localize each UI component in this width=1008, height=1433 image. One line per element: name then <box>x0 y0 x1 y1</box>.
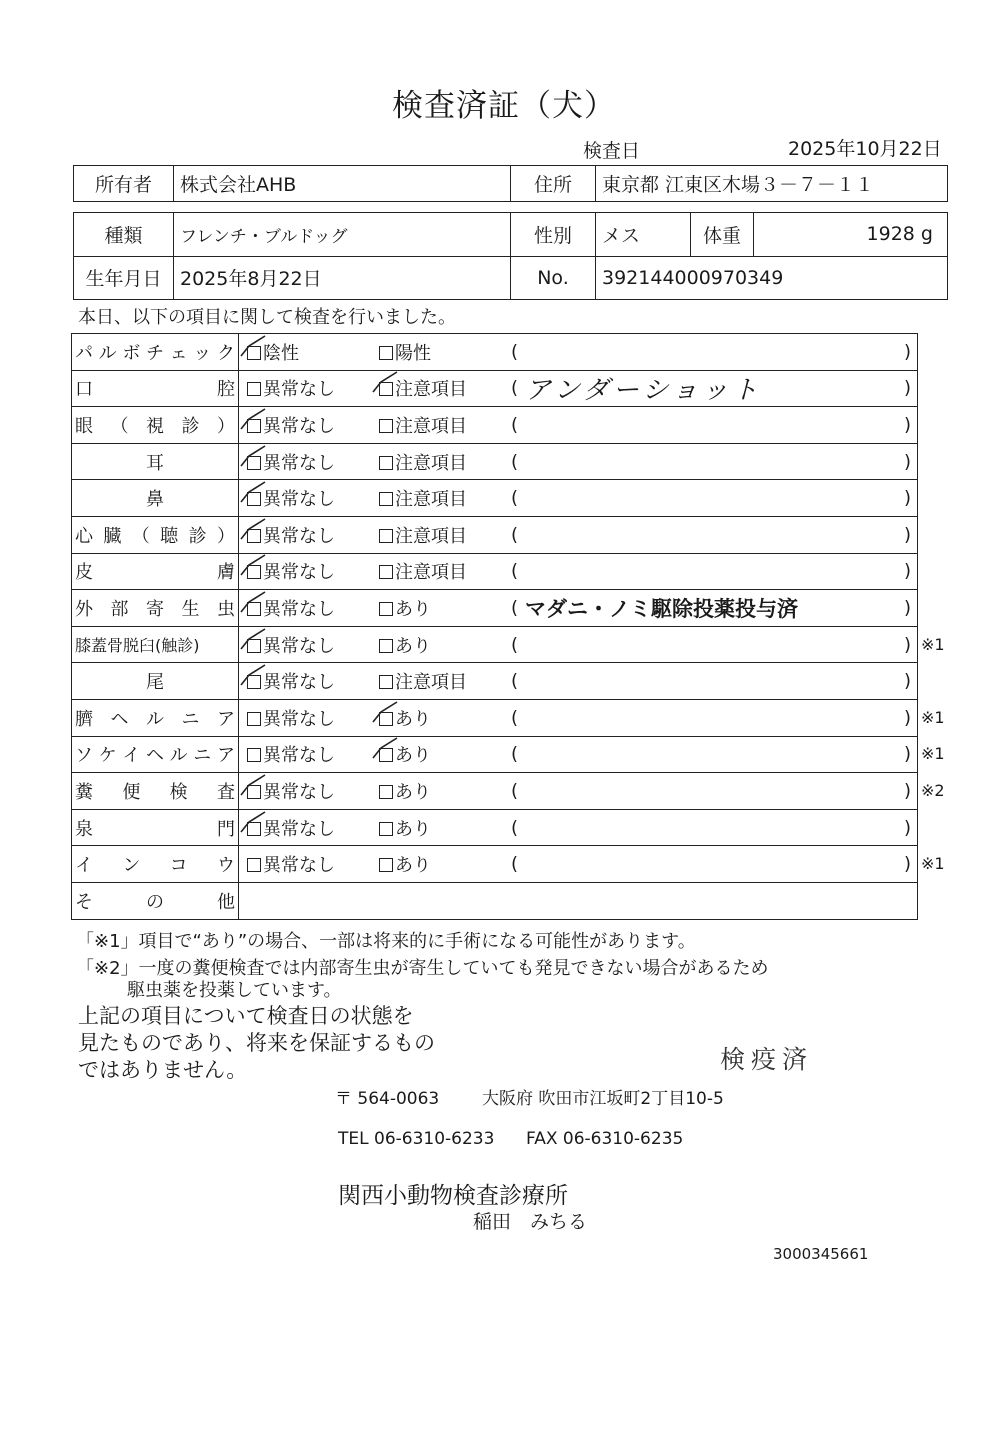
check-row <box>72 846 918 883</box>
footnote-1: 「※1」項目で“あり”の場合、一部は将来的に手術になる可能性があります。 <box>76 931 696 952</box>
checkbox[interactable] <box>247 639 261 653</box>
checkbox[interactable] <box>379 822 393 836</box>
remark-cell <box>509 516 918 553</box>
note-marker: ※1 <box>921 854 945 874</box>
option-normal[interactable] <box>247 449 335 475</box>
check-row <box>72 370 918 407</box>
option-flag[interactable] <box>379 449 467 475</box>
check-row <box>72 516 918 553</box>
paren-open: ( <box>511 670 519 692</box>
doctor-name: 稲田 みちる <box>473 1211 588 1233</box>
check-option-cell <box>239 334 372 371</box>
option-label: 注意項目 <box>395 525 467 547</box>
check-item-label: 眼 （ 視 診 ） <box>75 415 235 437</box>
check-option-cell <box>239 516 372 553</box>
option-normal[interactable] <box>247 375 335 401</box>
check-option-cell <box>239 699 372 736</box>
paren-open: ( <box>511 634 519 656</box>
check-item-label: 臍 ヘ ル ニ ア <box>75 708 235 730</box>
check-row <box>72 663 918 700</box>
checkbox[interactable] <box>247 602 261 616</box>
option-label: 注意項目 <box>395 452 467 474</box>
check-item-other <box>72 882 239 919</box>
disclaimer-line-2: 見たものであり、将来を保証するもの <box>78 1031 435 1055</box>
paren-close: ) <box>903 487 911 509</box>
note-marker: ※2 <box>921 780 945 800</box>
option-label: 異常なし <box>263 818 335 840</box>
option-normal[interactable] <box>247 632 335 658</box>
paren-open: ( <box>511 524 519 546</box>
microchip-no-label: No. <box>511 256 596 300</box>
paren-open: ( <box>511 597 519 619</box>
clinic-address: 大阪府 吹田市江坂町2丁目10-5 <box>482 1089 724 1109</box>
remark-cell <box>509 626 918 663</box>
other-remark <box>239 882 918 919</box>
option-label: 異常なし <box>263 452 335 474</box>
option-normal[interactable] <box>247 815 335 841</box>
footnote-2-cont: 駆虫薬を投薬しています。 <box>127 980 342 1001</box>
check-option-cell <box>239 736 372 773</box>
option-label: あり <box>395 708 431 730</box>
option-flag[interactable] <box>379 339 431 365</box>
checkbox[interactable] <box>379 419 393 433</box>
check-item-label: 外 部 寄 生 虫 <box>75 598 235 620</box>
paren-close: ) <box>903 634 911 656</box>
option-normal[interactable] <box>247 705 335 731</box>
remark-text: アンダーショット <box>525 375 762 406</box>
remark-cell <box>509 407 918 444</box>
disclaimer-line-3: ではありません。 <box>78 1058 248 1082</box>
paren-close: ) <box>903 670 911 692</box>
remark-cell <box>509 736 918 773</box>
option-label: あり <box>395 635 431 657</box>
check-item-label-cell <box>72 846 239 883</box>
check-item-label-cell <box>72 699 239 736</box>
paren-close: ) <box>903 743 911 765</box>
check-item-label-cell <box>72 443 239 480</box>
option-flag[interactable] <box>379 705 431 731</box>
remark-cell <box>509 846 918 883</box>
check-option-cell <box>371 407 509 444</box>
disclaimer <box>78 1003 435 1084</box>
checkbox[interactable] <box>379 346 393 360</box>
check-item-label: ソ ケ イ ヘ ル ニ ア <box>75 745 235 767</box>
disclaimer-line-1: 上記の項目について検査日の状態を <box>78 1004 414 1028</box>
checkbox[interactable] <box>379 456 393 470</box>
option-flag[interactable] <box>379 595 431 621</box>
paren-open: ( <box>511 853 519 875</box>
checkbox[interactable] <box>247 858 261 872</box>
option-flag[interactable] <box>379 851 431 877</box>
option-flag[interactable] <box>379 632 431 658</box>
option-label: 注意項目 <box>395 489 467 511</box>
checkbox[interactable] <box>379 712 393 726</box>
microchip-no-value: 392144000970349 <box>596 256 948 300</box>
owner-value: 株式会社AHB <box>174 166 511 202</box>
option-normal[interactable] <box>247 485 335 511</box>
paren-open: ( <box>511 707 519 729</box>
check-item-label-cell <box>72 370 239 407</box>
checkbox[interactable] <box>247 785 261 799</box>
option-label: 異常なし <box>263 781 335 803</box>
checkbox[interactable] <box>247 675 261 689</box>
check-option-cell <box>371 773 509 810</box>
remark-cell <box>509 553 918 590</box>
check-item-label-cell <box>72 663 239 700</box>
inspection-date-value: 2025年10月22日 <box>788 138 942 160</box>
check-item-label: 膝蓋骨脱臼(触診) <box>75 636 200 656</box>
paren-open: ( <box>511 743 519 765</box>
note-marker: ※1 <box>921 634 945 654</box>
check-row <box>72 809 918 846</box>
check-item-label-cell <box>72 480 239 517</box>
check-option-cell <box>371 516 509 553</box>
option-flag[interactable] <box>379 558 467 584</box>
option-normal[interactable] <box>247 668 335 694</box>
option-label: あり <box>395 818 431 840</box>
check-option-cell <box>371 553 509 590</box>
check-option-cell <box>371 590 509 627</box>
check-option-cell <box>239 846 372 883</box>
check-option-cell <box>371 663 509 700</box>
checkbox[interactable] <box>379 565 393 579</box>
remark-cell <box>509 370 918 407</box>
option-label: あり <box>395 598 431 620</box>
option-label: 異常なし <box>263 635 335 657</box>
option-label: 異常なし <box>263 379 335 401</box>
other-label: そ の 他 <box>75 891 235 913</box>
check-item-label-cell <box>72 736 239 773</box>
checkbox[interactable] <box>247 712 261 726</box>
option-label: 注意項目 <box>395 562 467 584</box>
check-row <box>72 553 918 590</box>
owner-label: 所有者 <box>74 166 174 202</box>
check-item-label-cell <box>72 516 239 553</box>
quarantine-stamp: 検疫済 <box>720 1045 814 1074</box>
option-normal[interactable] <box>247 851 335 877</box>
check-item-label: 糞 便 検 査 <box>75 781 235 803</box>
check-row <box>72 773 918 810</box>
check-item-label: 皮 膚 <box>75 562 235 584</box>
option-normal[interactable] <box>247 412 335 438</box>
check-option-cell <box>371 334 509 371</box>
checkbox[interactable] <box>247 382 261 396</box>
check-row <box>72 443 918 480</box>
check-option-cell <box>239 773 372 810</box>
option-label: 異常なし <box>263 855 335 877</box>
paren-open: ( <box>511 817 519 839</box>
checkbox[interactable] <box>247 346 261 360</box>
check-row <box>72 626 918 663</box>
checkbox[interactable] <box>379 529 393 543</box>
dob-value: 2025年8月22日 <box>174 256 511 300</box>
option-normal[interactable] <box>247 741 335 767</box>
note-marker: ※1 <box>921 744 945 764</box>
checks-table <box>71 333 918 920</box>
intro-text: 本日、以下の項目に関して検査を行いました。 <box>78 307 456 328</box>
remark-text: マダニ・ノミ駆除投薬投与済 <box>525 596 798 621</box>
check-item-label-cell <box>72 334 239 371</box>
document-title: 検査済証（犬） <box>392 88 616 124</box>
check-item-label-cell <box>72 626 239 663</box>
option-flag[interactable] <box>379 778 431 804</box>
check-item-label: 耳 <box>146 452 164 474</box>
paren-close: ) <box>903 707 911 729</box>
check-option-cell <box>239 443 372 480</box>
paren-close: ) <box>903 341 911 363</box>
checkbox[interactable] <box>247 822 261 836</box>
serial-number: 3000345661 <box>773 1245 869 1263</box>
check-option-cell <box>371 370 509 407</box>
check-option-cell <box>239 809 372 846</box>
paren-open: ( <box>511 377 519 399</box>
checkbox[interactable] <box>247 529 261 543</box>
check-item-label-cell <box>72 590 239 627</box>
checkbox[interactable] <box>379 639 393 653</box>
pet-info-table <box>73 212 948 300</box>
check-option-cell <box>371 443 509 480</box>
checkbox[interactable] <box>379 675 393 689</box>
clinic-postal: 〒 564-0063 <box>335 1089 440 1109</box>
check-option-cell <box>239 626 372 663</box>
check-row <box>72 407 918 444</box>
check-option-cell <box>371 736 509 773</box>
paren-close: ) <box>903 853 911 875</box>
paren-open: ( <box>511 451 519 473</box>
check-option-cell <box>371 809 509 846</box>
checkbox[interactable] <box>379 492 393 506</box>
weight-value: 1928 g <box>754 213 948 257</box>
paren-close: ) <box>903 780 911 802</box>
check-option-cell <box>239 553 372 590</box>
check-item-label: 尾 <box>146 672 164 694</box>
check-option-cell <box>371 626 509 663</box>
sex-label: 性別 <box>511 213 596 257</box>
clinic-fax: FAX 06-6310-6235 <box>526 1129 684 1149</box>
check-option-cell <box>371 480 509 517</box>
checkbox[interactable] <box>247 419 261 433</box>
paren-open: ( <box>511 414 519 436</box>
checkbox[interactable] <box>379 748 393 762</box>
remark-cell <box>509 809 918 846</box>
remark-cell <box>509 334 918 371</box>
checkbox[interactable] <box>247 492 261 506</box>
dob-label: 生年月日 <box>74 256 174 300</box>
option-label: あり <box>395 855 431 877</box>
checkbox[interactable] <box>379 858 393 872</box>
address-label: 住所 <box>511 166 596 202</box>
option-label: あり <box>395 745 431 767</box>
checkbox[interactable] <box>247 565 261 579</box>
check-option-cell <box>239 370 372 407</box>
option-label: 注意項目 <box>395 415 467 437</box>
remark-cell <box>509 590 918 627</box>
option-label: 注意項目 <box>395 379 467 401</box>
check-item-label: 泉 門 <box>75 818 235 840</box>
option-normal[interactable] <box>247 522 335 548</box>
check-row <box>72 480 918 517</box>
check-item-label-cell <box>72 407 239 444</box>
check-option-cell <box>371 699 509 736</box>
paren-open: ( <box>511 341 519 363</box>
clinic-name: 関西小動物検査診療所 <box>338 1183 568 1209</box>
option-label: 陰性 <box>263 342 299 364</box>
breed-label: 種類 <box>74 213 174 257</box>
checkbox[interactable] <box>379 382 393 396</box>
remark-cell <box>509 773 918 810</box>
option-label: 異常なし <box>263 598 335 620</box>
option-flag[interactable] <box>379 815 431 841</box>
check-option-cell <box>239 407 372 444</box>
check-item-label: 心 臓 （ 聴 診 ） <box>75 525 235 547</box>
clinic-tel: TEL 06-6310-6233 <box>338 1129 495 1149</box>
sex-value: メス <box>596 213 691 257</box>
check-item-label-cell <box>72 773 239 810</box>
check-option-cell <box>239 480 372 517</box>
option-normal[interactable] <box>247 558 335 584</box>
remark-cell <box>509 699 918 736</box>
paren-close: ) <box>903 597 911 619</box>
option-flag[interactable] <box>379 412 467 438</box>
option-flag[interactable] <box>379 668 467 694</box>
option-label: 異常なし <box>263 562 335 584</box>
option-label: 異常なし <box>263 525 335 547</box>
check-row <box>72 334 918 371</box>
paren-open: ( <box>511 487 519 509</box>
option-normal[interactable] <box>247 339 299 365</box>
checkbox[interactable] <box>379 602 393 616</box>
option-label: 注意項目 <box>395 672 467 694</box>
option-label: 異常なし <box>263 489 335 511</box>
check-item-label-cell <box>72 553 239 590</box>
note-marker: ※1 <box>921 707 945 727</box>
check-option-cell <box>371 846 509 883</box>
checkbox[interactable] <box>247 748 261 762</box>
option-normal[interactable] <box>247 778 335 804</box>
paren-close: ) <box>903 817 911 839</box>
option-label: 陽性 <box>395 342 431 364</box>
paren-close: ) <box>903 524 911 546</box>
checkbox[interactable] <box>379 785 393 799</box>
option-label: 異常なし <box>263 745 335 767</box>
checkbox[interactable] <box>247 456 261 470</box>
paren-open: ( <box>511 780 519 802</box>
remark-cell <box>509 480 918 517</box>
option-flag[interactable] <box>379 485 467 511</box>
weight-label: 体重 <box>691 213 754 257</box>
option-label: あり <box>395 781 431 803</box>
breed-value: フレンチ・ブルドッグ <box>174 213 511 257</box>
paren-close: ) <box>903 377 911 399</box>
option-flag[interactable] <box>379 741 431 767</box>
check-item-label: 口 腔 <box>75 379 235 401</box>
owner-table <box>73 165 948 202</box>
option-label: 異常なし <box>263 672 335 694</box>
option-flag[interactable] <box>379 375 467 401</box>
address-value: 東京都 江東区木場３－７－１１ <box>596 166 948 202</box>
remark-cell <box>509 663 918 700</box>
check-row <box>72 699 918 736</box>
paren-close: ) <box>903 451 911 473</box>
inspection-date-label: 検査日 <box>583 140 641 162</box>
option-normal[interactable] <box>247 595 335 621</box>
option-flag[interactable] <box>379 522 467 548</box>
paren-open: ( <box>511 560 519 582</box>
check-item-label: イ ン コ ウ <box>75 855 235 877</box>
paren-close: ) <box>903 560 911 582</box>
check-row <box>72 590 918 627</box>
check-item-label-cell <box>72 809 239 846</box>
footnote-2: 「※2」一度の糞便検査では内部寄生虫が寄生していても発見できない場合があるため <box>76 958 769 979</box>
check-row <box>72 736 918 773</box>
check-option-cell <box>239 590 372 627</box>
check-item-label: パ ル ボ チ ェ ッ ク <box>75 342 235 364</box>
check-item-label: 鼻 <box>146 489 164 511</box>
option-label: 異常なし <box>263 708 335 730</box>
remark-cell <box>509 443 918 480</box>
paren-close: ) <box>903 414 911 436</box>
option-label: 異常なし <box>263 415 335 437</box>
check-option-cell <box>239 663 372 700</box>
